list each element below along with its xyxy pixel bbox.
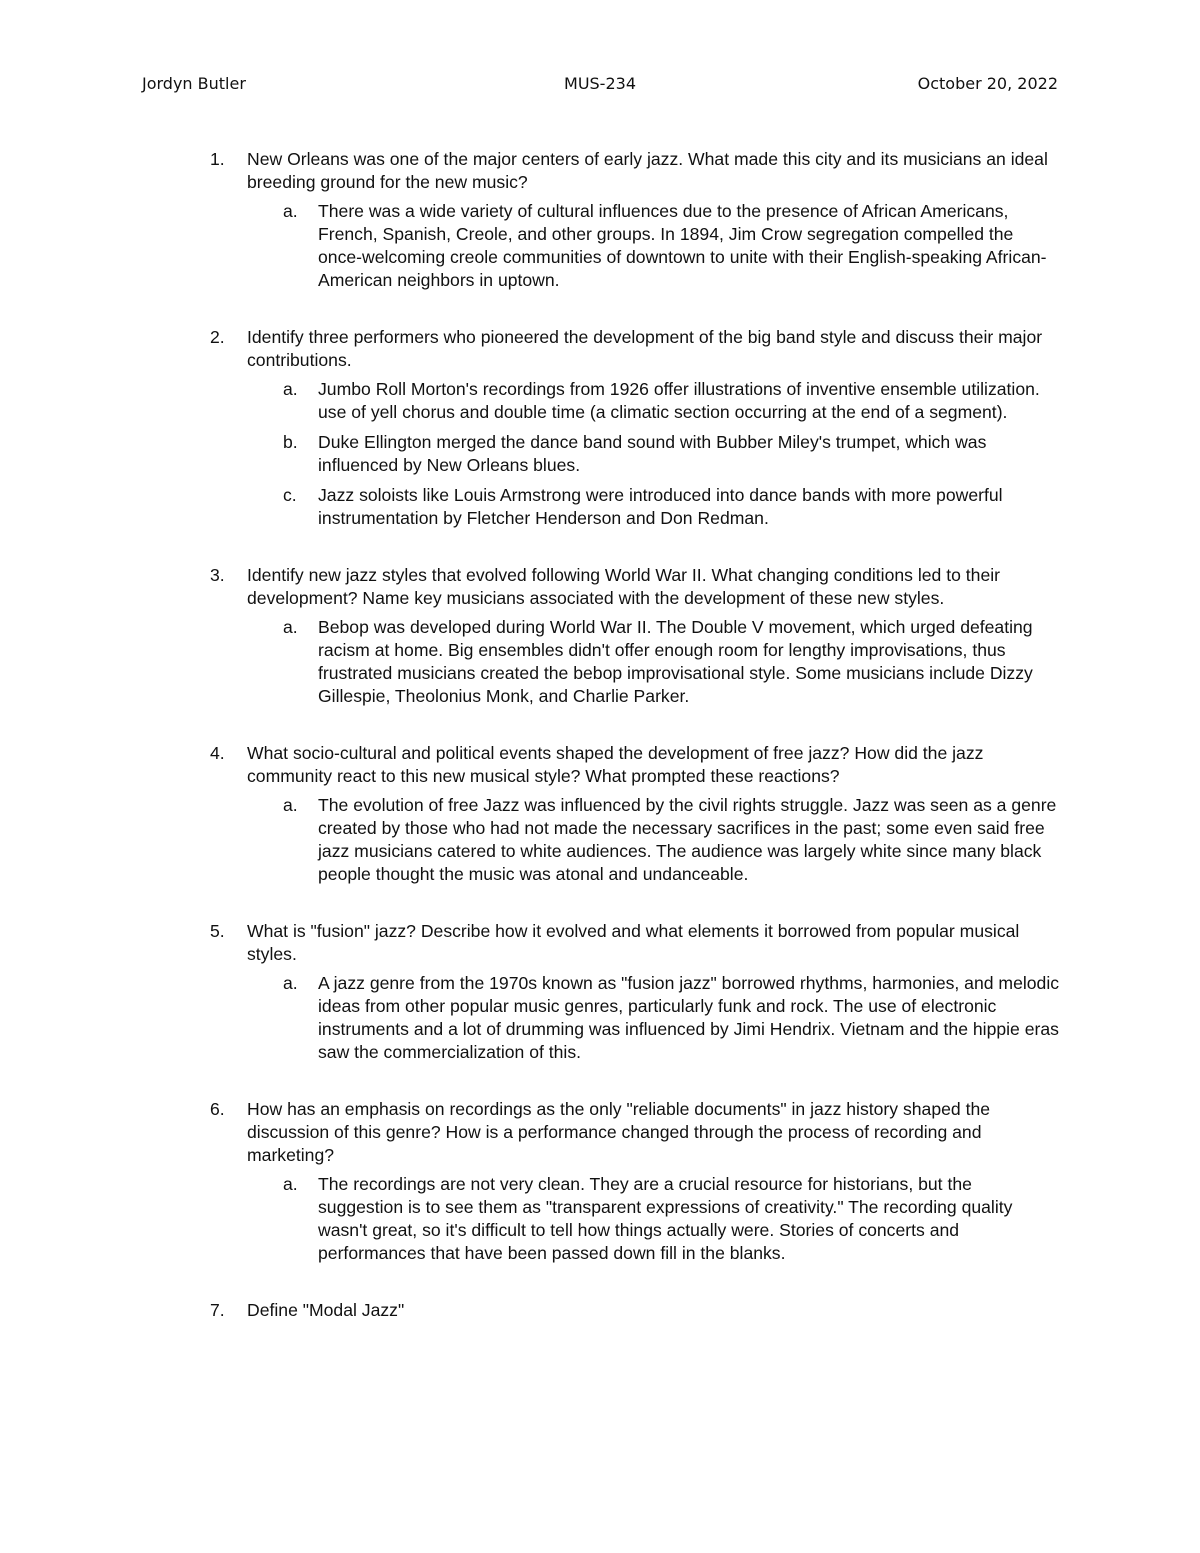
answer-text: Bebop was developed during World War II. The Double V movement, which urged defeating racism at home. Big ensembles didn't offer enough room for lengthy improvisations, thus frustrated musicians created the bebop improvisational style. Some musicians include Dizzy Gillespie, Theolonius Monk, and Charlie Parker.	[318, 617, 1033, 706]
question-item	[0, 148, 1200, 292]
question-item	[0, 920, 1200, 1064]
document-date: October 20, 2022	[917, 74, 1058, 93]
answer-text: The recordings are not very clean. They are a crucial resource for historians, but the suggestion is to see them as "transparent expressions of creativity." The recording quality wasn't great, so it's difficult to tell how things actually were. Stories of concerts and performances that have been passed down fill in the blanks.	[318, 1174, 1013, 1263]
answer-list	[247, 794, 1060, 886]
question-number: 1.	[210, 149, 225, 169]
question-text: Identify new jazz styles that evolved following World War II. What changing conditions led to their development? Name key musicians associated with the development of these new styles.	[247, 565, 1000, 608]
answer-item	[247, 794, 1060, 886]
answer-list	[247, 378, 1060, 530]
answer-item	[247, 616, 1060, 708]
answer-item	[247, 484, 1060, 530]
answer-text: There was a wide variety of cultural influences due to the presence of African Americans, French, Spanish, Creole, and other groups. In 1894, Jim Crow segregation compelled the once-welcoming creole communities of downtown to unite with their English-speaking African-American neighbors in uptown.	[318, 201, 1047, 290]
answer-item	[247, 200, 1060, 292]
answer-list	[247, 200, 1060, 292]
page-header	[142, 74, 1058, 98]
question-item	[0, 1098, 1200, 1265]
answer-letter: a.	[283, 201, 298, 221]
answer-item	[247, 431, 1060, 477]
answer-letter: a.	[283, 379, 298, 399]
answer-list	[247, 1173, 1060, 1265]
question-text: How has an emphasis on recordings as the only "reliable documents" in jazz history shaped the discussion of this genre? How is a performance changed through the process of recording and marketing?	[247, 1099, 991, 1165]
question-text: New Orleans was one of the major centers of early jazz. What made this city and its musicians an ideal breeding ground for the new music?	[247, 149, 1048, 192]
question-list	[0, 148, 1200, 1322]
answer-list	[247, 616, 1060, 708]
course-code: MUS-234	[564, 74, 636, 93]
question-number: 7.	[210, 1300, 225, 1320]
answer-letter: b.	[283, 432, 298, 452]
question-item	[0, 326, 1200, 530]
answer-item	[247, 972, 1060, 1064]
answer-text: Duke Ellington merged the dance band sound with Bubber Miley's trumpet, which was influenced by New Orleans blues.	[318, 432, 987, 475]
question-number: 6.	[210, 1099, 225, 1119]
answer-text: A jazz genre from the 1970s known as "fusion jazz" borrowed rhythms, harmonies, and melodic ideas from other popular music genres, particularly funk and rock. The use of electronic instruments and a lot of drumming was influenced by Jimi Hendrix. Vietnam and the hippie eras saw the commercialization of this.	[318, 973, 1060, 1062]
answer-letter: c.	[283, 485, 297, 505]
author-name: Jordyn Butler	[142, 74, 246, 93]
question-item	[0, 1299, 1200, 1322]
question-text: Identify three performers who pioneered the development of the big band style and discuss their major contributions.	[247, 327, 1043, 370]
question-number: 2.	[210, 327, 225, 347]
answer-text: Jazz soloists like Louis Armstrong were introduced into dance bands with more powerful instrumentation by Fletcher Henderson and Don Redman.	[318, 485, 1003, 528]
answer-item	[247, 378, 1060, 424]
question-item	[0, 742, 1200, 886]
answer-text: Jumbo Roll Morton's recordings from 1926 offer illustrations of inventive ensemble utilization. use of yell chorus and double time (a climatic section occurring at the end of a segment).	[318, 379, 1040, 422]
answer-letter: a.	[283, 973, 298, 993]
question-text: Define "Modal Jazz"	[247, 1300, 405, 1320]
answer-letter: a.	[283, 1174, 298, 1194]
question-number: 4.	[210, 743, 225, 763]
answer-item	[247, 1173, 1060, 1265]
question-text: What socio-cultural and political events shaped the development of free jazz? How did the jazz community react to this new musical style? What prompted these reactions?	[247, 743, 984, 786]
answer-letter: a.	[283, 795, 298, 815]
question-number: 3.	[210, 565, 225, 585]
question-text: What is "fusion" jazz? Describe how it evolved and what elements it borrowed from popular musical styles.	[247, 921, 1020, 964]
answer-text: The evolution of free Jazz was influenced by the civil rights struggle. Jazz was seen as a genre created by those who had not made the necessary sacrifices in the past; some even said free jazz musicians catered to white audiences. The audience was largely white since many black people thought the music was atonal and undanceable.	[318, 795, 1057, 884]
question-number: 5.	[210, 921, 225, 941]
answer-letter: a.	[283, 617, 298, 637]
answer-list	[247, 972, 1060, 1064]
question-item	[0, 564, 1200, 708]
